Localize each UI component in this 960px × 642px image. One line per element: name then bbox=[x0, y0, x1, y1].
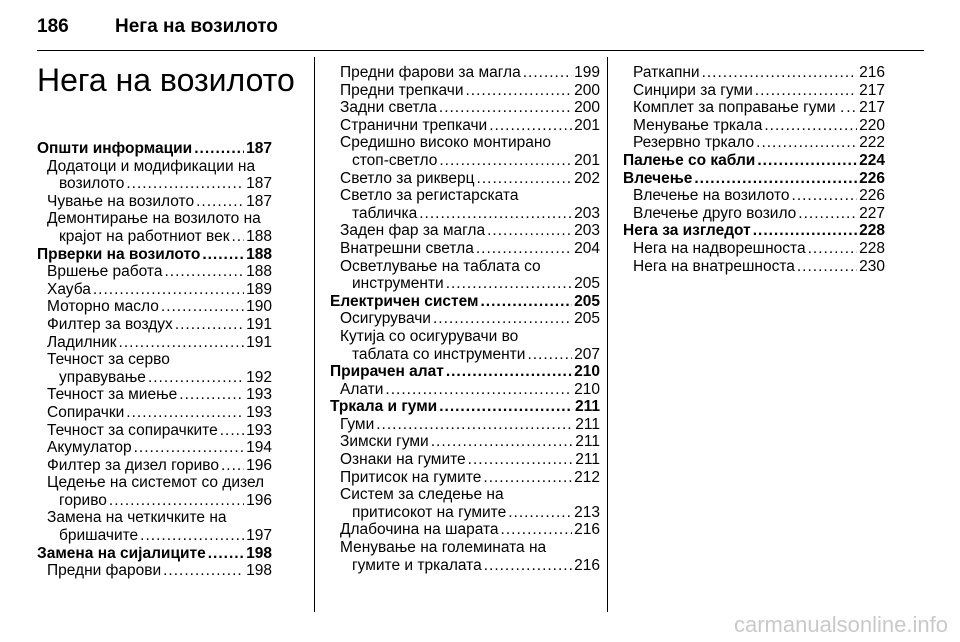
toc-leader-dots bbox=[119, 334, 245, 352]
toc-entry[interactable] bbox=[37, 562, 272, 580]
toc-leader-dots bbox=[755, 82, 857, 100]
toc-entry-title-line: Замена на четкичките на bbox=[47, 509, 227, 527]
toc-entry[interactable] bbox=[330, 170, 600, 188]
toc-entry[interactable] bbox=[330, 451, 600, 469]
toc-page-number: 197 bbox=[246, 527, 272, 545]
toc-entry[interactable] bbox=[37, 298, 272, 316]
toc-page-number: 199 bbox=[574, 64, 600, 81]
toc-section-title: Влечење bbox=[623, 169, 693, 187]
toc-entry-title: Чување на возилото bbox=[47, 192, 195, 210]
toc-page-number: 189 bbox=[246, 280, 272, 298]
toc-leader-dots bbox=[148, 369, 244, 387]
toc-leader-dots bbox=[798, 205, 857, 223]
toc-leader-dots bbox=[439, 99, 572, 117]
toc-section-title: Општи информации bbox=[37, 140, 193, 157]
toc-leader-dots bbox=[232, 228, 245, 246]
toc-leader-dots bbox=[194, 140, 244, 158]
toc-leader-dots bbox=[756, 134, 857, 152]
toc-page-number: 212 bbox=[574, 468, 600, 486]
toc-entry-title: Гуми bbox=[340, 415, 375, 433]
toc-leader-dots bbox=[484, 557, 572, 575]
toc-entry-title: Менување тркала bbox=[633, 116, 763, 134]
toc-leader-dots bbox=[446, 363, 572, 381]
watermark-text: carmanualsonline.info bbox=[733, 612, 948, 637]
toc-page-number: 211 bbox=[575, 433, 600, 451]
toc-entry[interactable] bbox=[623, 82, 885, 100]
toc-page-number: 222 bbox=[859, 134, 885, 152]
toc-leader-dots bbox=[477, 170, 573, 188]
toc-page-number: 193 bbox=[246, 403, 272, 421]
toc-entry[interactable] bbox=[330, 99, 600, 117]
toc-entry[interactable] bbox=[37, 404, 272, 422]
toc-leader-dots bbox=[93, 281, 244, 299]
page-title: Нега на возилото bbox=[37, 62, 295, 98]
toc-entry-title: стоп-светло bbox=[352, 151, 438, 169]
toc-page-number: 191 bbox=[246, 333, 272, 351]
toc-leader-dots bbox=[480, 293, 572, 311]
toc-page-number: 204 bbox=[574, 239, 600, 257]
toc-leader-dots bbox=[109, 492, 244, 510]
toc-entry-title: Предни трепкачи bbox=[340, 81, 464, 99]
toc-entry[interactable] bbox=[37, 263, 272, 281]
toc-page-number: 196 bbox=[246, 491, 272, 509]
toc-section[interactable] bbox=[37, 545, 272, 563]
toc-leader-dots bbox=[797, 258, 857, 276]
toc-leader-dots bbox=[419, 205, 572, 223]
toc-entry-title-line: Цедење на системот со дизел bbox=[47, 474, 265, 492]
toc-leader-dots bbox=[439, 398, 573, 416]
toc-entry-title-line: Течност за серво bbox=[47, 351, 170, 369]
toc-entry[interactable] bbox=[37, 386, 272, 404]
toc-section-title: Нега за изгледот bbox=[623, 222, 751, 240]
column-divider bbox=[607, 57, 608, 612]
toc-page-number: 216 bbox=[859, 64, 885, 81]
toc-leader-dots bbox=[501, 521, 573, 539]
toc-leader-dots bbox=[221, 457, 244, 475]
toc-entry[interactable] bbox=[330, 381, 600, 399]
toc-entry-title: Комплет за поправање гуми . bbox=[633, 99, 845, 117]
toc-leader-dots bbox=[757, 152, 857, 170]
toc-page-number: 191 bbox=[246, 315, 272, 333]
toc-entry-title: Влечење на возилото bbox=[633, 187, 790, 205]
toc-entry-title: Светло за рикверц bbox=[340, 169, 475, 187]
toc-entry[interactable] bbox=[330, 152, 600, 170]
toc-entry-title: Филтер за дизел гориво bbox=[47, 456, 219, 474]
toc-page-number: 193 bbox=[246, 386, 272, 404]
toc-leader-dots bbox=[163, 562, 244, 580]
toc-page-number: 230 bbox=[859, 257, 885, 275]
toc-entry[interactable] bbox=[37, 527, 272, 545]
toc-entry[interactable] bbox=[330, 82, 600, 100]
toc-entry[interactable] bbox=[623, 205, 885, 223]
toc-entry-title: Задни светла bbox=[340, 99, 437, 117]
page-header bbox=[37, 12, 924, 42]
toc-section[interactable] bbox=[330, 398, 600, 416]
toc-entry[interactable] bbox=[330, 416, 600, 434]
toc-section[interactable] bbox=[330, 363, 600, 381]
toc-leader-dots bbox=[489, 117, 572, 135]
toc-entry-title: Заден фар за магла bbox=[340, 222, 486, 240]
toc-entry-title: крајот на работниот век bbox=[59, 227, 230, 245]
toc-entry[interactable] bbox=[37, 492, 272, 510]
toc-entry[interactable] bbox=[623, 258, 885, 276]
toc-page-number: 187 bbox=[246, 140, 272, 157]
toc-leader-dots bbox=[446, 275, 572, 293]
toc-entry-title: Хауба bbox=[47, 280, 91, 298]
toc-page-number: 196 bbox=[246, 456, 272, 474]
toc-entry-title: Ладилник bbox=[47, 333, 117, 351]
toc-section-title: Прирачен алат bbox=[330, 363, 444, 381]
toc-page-number: 216 bbox=[574, 556, 600, 574]
toc-section-title: Замена на сијалиците bbox=[37, 544, 206, 562]
toc-leader-dots bbox=[468, 451, 574, 469]
toc-section[interactable] bbox=[623, 170, 885, 188]
toc-leader-dots bbox=[792, 187, 858, 205]
toc-page-number: 202 bbox=[574, 169, 600, 187]
toc-entry-title: Алати bbox=[340, 380, 384, 398]
toc-page-number: 211 bbox=[574, 398, 600, 416]
toc-column-2 bbox=[330, 64, 600, 574]
toc-section-title: Прверки на возилото bbox=[37, 245, 201, 263]
toc-page-number: 198 bbox=[246, 544, 272, 562]
toc-leader-dots bbox=[161, 298, 244, 316]
toc-page-number: 228 bbox=[859, 239, 885, 257]
toc-entry-title: гумите и тркалата bbox=[352, 556, 482, 574]
toc-entry[interactable] bbox=[37, 281, 272, 299]
toc-page-number: 190 bbox=[246, 298, 272, 316]
toc-page-number: 228 bbox=[859, 222, 885, 240]
toc-entry[interactable] bbox=[37, 457, 272, 475]
toc-entry[interactable] bbox=[330, 310, 600, 328]
toc-entry[interactable] bbox=[330, 275, 600, 293]
toc-page-number: 201 bbox=[574, 151, 600, 169]
toc-leader-dots bbox=[753, 222, 857, 240]
toc-entry-title: Резервно тркало bbox=[633, 134, 755, 152]
toc-leader-dots bbox=[433, 310, 572, 328]
toc-entry-title: Моторно масло bbox=[47, 298, 159, 316]
toc-page-number: 194 bbox=[246, 439, 272, 457]
toc-leader-dots bbox=[126, 404, 244, 422]
toc-entry-title: управување bbox=[59, 368, 146, 386]
toc-section[interactable] bbox=[623, 222, 885, 240]
toc-entry-title-line: Менување на големината на bbox=[340, 539, 547, 557]
toc-entry[interactable] bbox=[330, 557, 600, 575]
toc-leader-dots bbox=[376, 416, 573, 434]
toc-entry-title: табличка bbox=[352, 204, 418, 222]
toc-entry[interactable] bbox=[37, 422, 272, 440]
toc-page-number: 210 bbox=[574, 380, 600, 398]
page-number: 186 bbox=[37, 16, 69, 37]
toc-entry[interactable] bbox=[623, 99, 885, 117]
toc-entry-title: таблата со инструменти bbox=[352, 345, 526, 363]
toc-page-number: 205 bbox=[574, 275, 600, 293]
toc-entry-title: Предни фарови bbox=[47, 562, 162, 580]
toc-entry-title-line: Додатоци и модификации на bbox=[47, 157, 256, 175]
toc-entry-title: Длабочина на шарата bbox=[340, 521, 499, 539]
toc-leader-dots bbox=[208, 545, 244, 563]
toc-entry[interactable] bbox=[623, 187, 885, 205]
toc-entry-title-line: Кутија со осигурувачи во bbox=[340, 327, 519, 345]
toc-page-number: 187 bbox=[246, 175, 272, 193]
toc-entry[interactable] bbox=[330, 240, 600, 258]
toc-page-number: 200 bbox=[574, 99, 600, 117]
toc-entry-title: Раткапни bbox=[633, 64, 700, 81]
toc-page-number: 188 bbox=[246, 227, 272, 245]
toc-entry-title: Внатрешни светла bbox=[340, 239, 474, 257]
toc-entry-title: Предни фарови за магла bbox=[340, 64, 521, 81]
toc-entry[interactable] bbox=[37, 369, 272, 387]
toc-entry-title-line: Демонтирање на возилото на bbox=[47, 210, 261, 228]
toc-leader-dots bbox=[523, 64, 572, 82]
toc-entry[interactable] bbox=[623, 134, 885, 152]
toc-entry[interactable] bbox=[330, 469, 600, 487]
toc-page-number: 203 bbox=[574, 222, 600, 240]
toc-page-number: 226 bbox=[859, 187, 885, 205]
toc-entry-title: Нега на внатрешноста bbox=[633, 257, 795, 275]
toc-entry[interactable] bbox=[330, 64, 600, 82]
toc-entry-title: Синџири за гуми bbox=[633, 81, 753, 99]
toc-leader-dots bbox=[164, 263, 244, 281]
toc-entry-title: Вршење работа bbox=[47, 263, 163, 281]
toc-page-number: 188 bbox=[246, 245, 272, 263]
toc-page-number: 224 bbox=[859, 151, 885, 169]
toc-page-number: 205 bbox=[574, 310, 600, 328]
toc-entry-title: Зимски гуми bbox=[340, 433, 429, 451]
toc-page-number: 217 bbox=[859, 81, 885, 99]
toc-page-number: 207 bbox=[574, 345, 600, 363]
toc-entry-title: инструменти bbox=[352, 275, 444, 293]
toc-entry-title-line: Систем за следење на bbox=[340, 486, 504, 504]
toc-entry[interactable] bbox=[623, 240, 885, 258]
toc-entry-title: Филтер за воздух bbox=[47, 315, 173, 333]
toc-page-number: 220 bbox=[859, 116, 885, 134]
toc-page-number: 188 bbox=[246, 263, 272, 281]
toc-leader-dots bbox=[140, 527, 244, 545]
toc-entry[interactable] bbox=[330, 222, 600, 240]
toc-entry[interactable] bbox=[37, 316, 272, 334]
toc-page-number: 217 bbox=[859, 99, 885, 117]
toc-entry-title: Притисок на гумите bbox=[340, 468, 482, 486]
toc-section[interactable] bbox=[330, 293, 600, 311]
running-title: Нега на возилото bbox=[115, 16, 278, 37]
toc-leader-dots bbox=[439, 152, 572, 170]
header-rule bbox=[37, 50, 924, 51]
toc-leader-dots bbox=[431, 433, 574, 451]
toc-entry-title-line: Светло за регистарската bbox=[340, 187, 519, 205]
toc-section[interactable] bbox=[623, 152, 885, 170]
toc-entry-title: Течност за сопирачките bbox=[47, 421, 218, 439]
toc-leader-dots bbox=[126, 175, 244, 193]
toc-entry-title: Сопирачки bbox=[47, 403, 125, 421]
toc-leader-dots bbox=[508, 504, 572, 522]
toc-entry[interactable] bbox=[623, 117, 885, 135]
toc-entry-title: Акумулатор bbox=[47, 439, 132, 457]
toc-page-number: 226 bbox=[859, 169, 885, 187]
toc-entry[interactable] bbox=[330, 521, 600, 539]
toc-leader-dots bbox=[694, 170, 857, 188]
toc-entry-title: Осигурувачи bbox=[340, 310, 431, 328]
toc-leader-dots bbox=[487, 222, 572, 240]
toc-entry-title-line: Средишно високо монтирано bbox=[340, 134, 552, 152]
toc-entry-title: Странични трепкачи bbox=[340, 116, 488, 134]
toc-section-title: Тркала и гуми bbox=[330, 398, 438, 416]
toc-leader-dots bbox=[179, 386, 244, 404]
toc-leader-dots bbox=[196, 193, 244, 211]
toc-entry-title: Течност за миење bbox=[47, 386, 178, 404]
toc-entry-title: возилото bbox=[59, 175, 125, 193]
toc-leader-dots bbox=[220, 422, 244, 440]
column-divider bbox=[314, 57, 315, 612]
toc-entry[interactable] bbox=[623, 64, 885, 82]
toc-entry[interactable] bbox=[37, 175, 272, 193]
toc-page-number: 210 bbox=[574, 363, 600, 381]
toc-entry[interactable] bbox=[330, 205, 600, 223]
toc-page-number: 213 bbox=[574, 503, 600, 521]
toc-leader-dots bbox=[175, 316, 244, 334]
toc-entry[interactable] bbox=[330, 504, 600, 522]
toc-entry[interactable] bbox=[330, 346, 600, 364]
toc-page-number: 198 bbox=[246, 562, 272, 580]
toc-column-3 bbox=[623, 64, 885, 275]
toc-entry-title: бришачите bbox=[59, 527, 139, 545]
toc-leader-dots bbox=[483, 469, 572, 487]
toc-entry[interactable] bbox=[37, 193, 272, 211]
toc-section-title: Електричен систем bbox=[330, 292, 479, 310]
toc-entry-title: Влечење друго возило bbox=[633, 204, 797, 222]
toc-entry-title: Ознаки на гумите bbox=[340, 451, 466, 469]
toc-page-number: 216 bbox=[574, 521, 600, 539]
toc-leader-dots bbox=[702, 64, 858, 82]
toc-section-title: Палење со кабли bbox=[623, 151, 756, 169]
toc-leader-dots bbox=[202, 246, 244, 264]
toc-page-number: 211 bbox=[575, 451, 600, 469]
toc-leader-dots bbox=[808, 240, 858, 258]
toc-page-number: 192 bbox=[246, 368, 272, 386]
toc-leader-dots bbox=[134, 439, 245, 457]
toc-entry[interactable] bbox=[330, 433, 600, 451]
toc-page-number: 200 bbox=[574, 81, 600, 99]
toc-leader-dots bbox=[385, 381, 572, 399]
toc-entry-title: гориво bbox=[59, 491, 107, 509]
toc-page-number: 205 bbox=[574, 292, 600, 310]
toc-entry-title: Нега на надворешноста bbox=[633, 239, 806, 257]
toc-leader-dots bbox=[846, 99, 857, 117]
toc-entry-title-line: Осветлување на таблата со bbox=[340, 257, 541, 275]
toc-leader-dots bbox=[764, 117, 857, 135]
toc-entry[interactable] bbox=[37, 228, 272, 246]
toc-page-number: 227 bbox=[859, 204, 885, 222]
toc-leader-dots bbox=[527, 346, 572, 364]
toc-entry[interactable] bbox=[37, 439, 272, 457]
toc-entry-title: притисокот на гумите bbox=[352, 503, 507, 521]
toc-page-number: 201 bbox=[574, 116, 600, 134]
toc-page-number: 211 bbox=[575, 415, 600, 433]
toc-page-number: 203 bbox=[574, 204, 600, 222]
toc-entry[interactable] bbox=[37, 334, 272, 352]
toc-section[interactable] bbox=[37, 140, 272, 158]
toc-leader-dots bbox=[465, 82, 572, 100]
toc-page-number: 187 bbox=[246, 192, 272, 210]
toc-column-1 bbox=[37, 140, 272, 580]
toc-entry[interactable] bbox=[330, 117, 600, 135]
toc-section[interactable] bbox=[37, 246, 272, 264]
toc-page-number: 193 bbox=[246, 421, 272, 439]
toc-leader-dots bbox=[476, 240, 572, 258]
